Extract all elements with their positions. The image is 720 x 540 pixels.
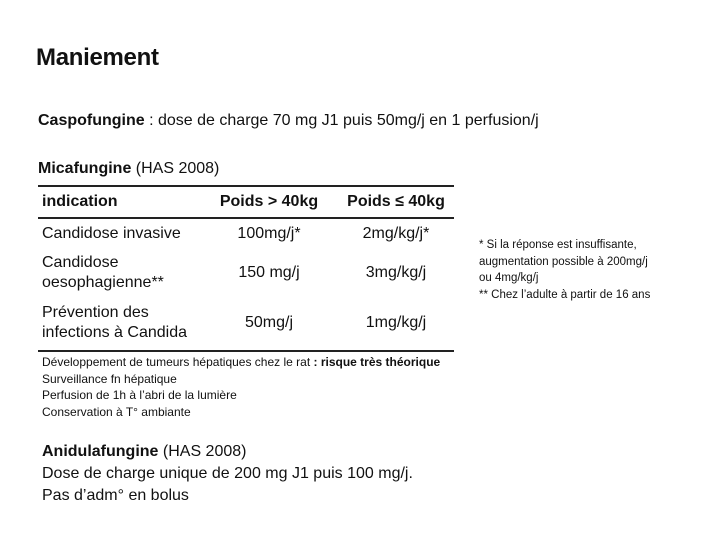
footnote-line: ou 4mg/kg/j [479, 272, 539, 284]
micafungine-heading [38, 160, 219, 178]
footnote-line: * Si la réponse est insuffisante, [479, 239, 637, 251]
indication-cell [38, 218, 200, 249]
dose-over-40-cell: 100mg/j* [237, 225, 301, 242]
dose-under-40-cell: 3mg/kg/j [365, 263, 427, 281]
indication-text: Prévention des [42, 304, 149, 321]
anidulafungine-ref: (HAS 2008) [158, 443, 247, 460]
header-indication: indication [38, 186, 200, 218]
anidulafungine-administration: Pas d’adm° en bolus [42, 487, 189, 504]
note-line: Conservation à T° ambiante [42, 404, 191, 419]
caspofungine-text: : dose de charge 70 mg J1 puis 50mg/j en 1 perfusion/j [144, 112, 539, 129]
indication-cell [38, 296, 200, 351]
indication-text: Candidose invasive [42, 225, 181, 242]
anidulafungine-dosage: Dose de charge unique de 200 mg J1 puis 100 mg/j. [42, 465, 413, 482]
table-row [38, 218, 454, 249]
micafungine-name: Micafungine [38, 160, 132, 177]
anidulafungine-heading [42, 441, 413, 463]
indication-text: Candidose [42, 253, 119, 271]
dose-over-40-cell: 50mg/j [200, 296, 334, 351]
indication-text: infections à Candida [42, 324, 187, 341]
micafungine-ref: (HAS 2008) [131, 160, 220, 177]
table-header-row [38, 186, 454, 218]
footnote-line: augmentation possible à 200mg/j [479, 255, 648, 268]
note-line: Perfusion de 1h à l’abri de la lumière [42, 388, 237, 402]
micafungine-notes [42, 354, 440, 420]
caspofungine-dosage [38, 112, 539, 130]
note-emphasis: : risque très théorique [310, 355, 441, 369]
table-footnotes [479, 237, 650, 303]
table-row [38, 249, 454, 296]
dose-over-40-cell: 150 mg/j [238, 263, 300, 281]
dose-under-40-cell: 1mg/kg/j [334, 296, 454, 351]
table-row [38, 296, 454, 351]
note-line: Surveillance fn hépatique [42, 371, 177, 386]
note-line [42, 354, 440, 371]
footnote-line: ** Chez l’adulte à partir de 16 ans [479, 288, 651, 301]
anidulafungine-section [42, 441, 413, 507]
note-text: Développement de tumeurs hépatiques chez le rat [42, 355, 311, 369]
page-title: Maniement [36, 44, 159, 71]
indication-cell [38, 249, 200, 296]
anidulafungine-name: Anidulafungine [42, 443, 159, 460]
header-weight-over-40: Poids > 40kg [200, 186, 334, 218]
indication-text: oesophagienne** [42, 273, 164, 291]
dose-under-40-cell: 2mg/kg/j* [362, 225, 430, 242]
micafungine-table [38, 185, 454, 352]
caspofungine-name: Caspofungine [38, 112, 145, 129]
header-weight-under-40: Poids ≤ 40kg [334, 186, 454, 218]
